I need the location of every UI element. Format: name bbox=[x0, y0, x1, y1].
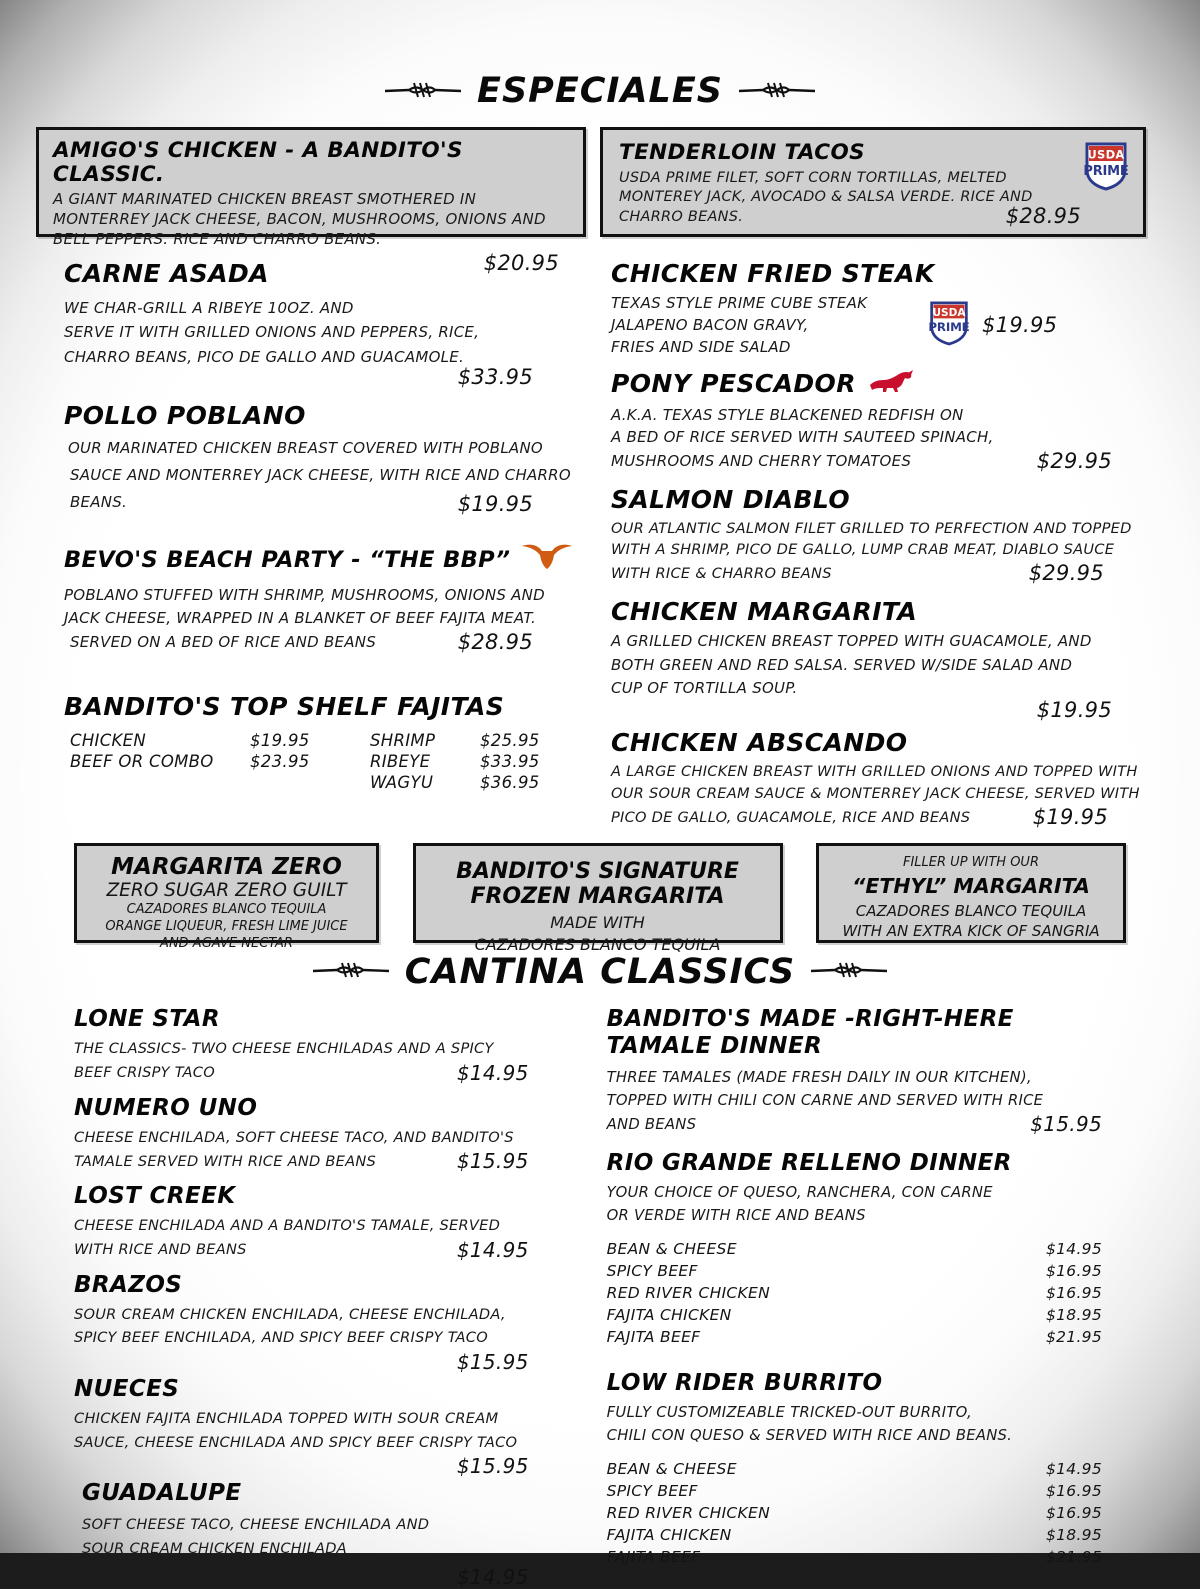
svg-text:USDA: USDA bbox=[932, 307, 966, 320]
item-description-line: FRIES AND SIDE SALAD bbox=[611, 338, 791, 357]
item-title: CHICKEN ABSCANDO bbox=[611, 728, 908, 758]
item-description-line: A GRILLED CHICKEN BREAST TOPPED WITH GUACAMOLE, AND bbox=[611, 632, 1092, 651]
item-description-line: WITH RICE AND BEANS bbox=[74, 1241, 247, 1259]
barbed-wire-icon-right bbox=[809, 961, 889, 983]
item-description-line: FULLY CUSTOMIZEABLE TRICKED-OUT BURRITO, bbox=[606, 1403, 972, 1421]
margarita-title: MARGARITA ZERO bbox=[111, 853, 342, 880]
item-title: BANDITO'S TOP SHELF FAJITAS bbox=[64, 692, 505, 722]
item-title: CHICKEN FRIED STEAK bbox=[611, 259, 935, 288]
option-row bbox=[607, 1524, 1102, 1546]
item-description-line: THREE TAMALES (MADE FRESH DAILY IN OUR KITCHEN), bbox=[606, 1069, 1032, 1087]
section-header-especiales bbox=[36, 71, 1164, 111]
option-row bbox=[607, 1546, 1102, 1568]
fajita-price: $25.95 bbox=[480, 731, 540, 751]
item-description-line: POBLANO STUFFED WITH SHRIMP, MUSHROOMS, ONIONS AND bbox=[64, 585, 545, 604]
especiales-right-column bbox=[611, 251, 1164, 829]
cantina-right-column bbox=[607, 1006, 1164, 1589]
option-row bbox=[607, 1502, 1102, 1524]
fajita-price bbox=[250, 772, 370, 793]
item-description-line: OR VERDE WITH RICE AND BEANS bbox=[606, 1206, 866, 1224]
menu-item-salmon-diablo[interactable] bbox=[611, 485, 1164, 586]
item-title: LOW RIDER BURRITO bbox=[606, 1369, 883, 1396]
option-name: BEAN & CHEESE bbox=[606, 1459, 737, 1478]
item-price: $19.95 bbox=[1036, 698, 1112, 723]
burrito-option-list bbox=[607, 1458, 1164, 1568]
margarita-box-row bbox=[36, 843, 1164, 955]
featured-description: USDA PRIME FILET, SOFT CORN TORTILLAS, MELTED MONTEREY JACK, AVOCADO & SALSA VERDE. RICE AND CHARRO BEANS. bbox=[619, 169, 1033, 225]
item-description-line: SERVE IT WITH GRILLED ONIONS AND PEPPERS, RICE, bbox=[64, 323, 480, 342]
menu-item-pollo-poblano[interactable] bbox=[64, 401, 581, 516]
fajita-price: $36.95 bbox=[480, 773, 540, 793]
fajita-name: WAGYU bbox=[370, 773, 434, 793]
section-title: CANTINA CLASSICS bbox=[404, 951, 796, 992]
item-description-line: CUP OF TORTILLA SOUP. bbox=[611, 678, 798, 697]
section-header-cantina-classics bbox=[36, 951, 1164, 992]
item-description-line: OUR ATLANTIC SALMON FILET GRILLED TO PERFECTION AND TOPPED bbox=[611, 519, 1132, 537]
option-price: $18.95 bbox=[1045, 1305, 1102, 1324]
item-description-line: CHICKEN FAJITA ENCHILADA TOPPED WITH SOUR CREAM bbox=[74, 1410, 499, 1428]
item-description-line: SPICY BEEF ENCHILADA, AND SPICY BEEF CRISPY TACO bbox=[74, 1329, 488, 1347]
item-description-line: SAUCE AND MONTERREY JACK CHEESE, WITH RICE AND CHARRO bbox=[70, 465, 571, 484]
menu-item-rio-grande-relleno[interactable] bbox=[607, 1150, 1164, 1348]
item-price: $15.95 bbox=[1030, 1112, 1102, 1137]
menu-item-chicken-abscando[interactable] bbox=[611, 728, 1164, 829]
menu-item-numero-uno[interactable] bbox=[74, 1095, 579, 1174]
item-price: $19.95 bbox=[457, 491, 533, 516]
option-name: SPICY BEEF bbox=[606, 1481, 698, 1500]
usda-prime-badge-icon bbox=[928, 299, 970, 351]
item-price: $15.95 bbox=[456, 1149, 529, 1174]
margarita-pretitle: FILLER UP WITH OUR bbox=[903, 854, 1039, 870]
item-description-line: CHARRO BEANS, PICO DE GALLO AND GUACAMOLE. bbox=[64, 347, 465, 366]
option-price: $21.95 bbox=[1045, 1547, 1102, 1566]
item-description-line: WITH A SHRIMP, PICO DE GALLO, LUMP CRAB MEAT, DIABLO SAUCE bbox=[611, 541, 1115, 559]
margarita-detail-line: ORANGE LIQUEUR, FRESH LIME JUICE bbox=[105, 919, 348, 935]
item-description-line: A BED OF RICE SERVED WITH SAUTEED SPINACH, bbox=[611, 428, 994, 447]
option-price: $18.95 bbox=[1045, 1525, 1102, 1544]
option-row bbox=[607, 1282, 1102, 1304]
option-name: SPICY BEEF bbox=[606, 1261, 698, 1280]
item-title: NUMERO UNO bbox=[74, 1094, 258, 1121]
option-price: $21.95 bbox=[1045, 1327, 1102, 1346]
item-price: $14.95 bbox=[456, 1564, 529, 1589]
fajita-price: $33.95 bbox=[480, 752, 540, 772]
menu-item-tamale-dinner[interactable] bbox=[607, 1006, 1164, 1136]
item-description-line: THE CLASSICS- TWO CHEESE ENCHILADAS AND A SPICY bbox=[74, 1039, 494, 1057]
featured-description: A GIANT MARINATED CHICKEN BREAST SMOTHERED IN MONTERREY JACK CHEESE, BACON, MUSHROOMS, ONIONS AND BELL PEPPERS. RICE AND CHARRO BEANS. bbox=[53, 190, 546, 249]
item-title: PONY PESCADOR bbox=[611, 369, 856, 399]
fajita-price: $19.95 bbox=[250, 731, 310, 751]
margarita-detail-line: CAZADORES BLANCO TEQUILA bbox=[474, 935, 721, 955]
option-price: $14.95 bbox=[1045, 1459, 1102, 1478]
option-row bbox=[607, 1238, 1102, 1260]
item-description-line: CHEESE ENCHILADA, SOFT CHEESE TACO, AND BANDITO'S bbox=[74, 1128, 514, 1146]
item-price: $15.95 bbox=[456, 1454, 529, 1479]
margarita-title: “ETHYL” MARGARITA bbox=[852, 874, 1090, 899]
item-title: CHICKEN MARGARITA bbox=[611, 597, 918, 627]
featured-title: AMIGO'S CHICKEN - A BANDITO'S CLASSIC. bbox=[53, 138, 463, 187]
item-title-row bbox=[611, 369, 1164, 399]
featured-card-tenderloin-tacos[interactable] bbox=[600, 127, 1146, 237]
menu-item-lone-star[interactable] bbox=[74, 1006, 579, 1085]
item-price: $29.95 bbox=[1036, 448, 1112, 473]
option-name: FAJITA CHICKEN bbox=[606, 1525, 732, 1544]
option-price: $16.95 bbox=[1045, 1283, 1102, 1302]
option-price: $16.95 bbox=[1045, 1481, 1102, 1500]
option-name: RED RIVER CHICKEN bbox=[606, 1503, 771, 1522]
item-description-line: A LARGE CHICKEN BREAST WITH GRILLED ONIONS AND TOPPED WITH bbox=[611, 763, 1138, 781]
item-description-line: BEEF CRISPY TACO bbox=[74, 1063, 215, 1081]
option-row bbox=[607, 1458, 1102, 1480]
margarita-detail-line: WITH AN EXTRA KICK OF SANGRIA bbox=[842, 921, 1100, 940]
fajita-name: BEEF OR COMBO bbox=[70, 752, 214, 772]
item-title: BEVO'S BEACH PARTY - “THE BBP” bbox=[64, 546, 511, 573]
option-price: $14.95 bbox=[1045, 1239, 1102, 1258]
item-description-line: SOUR CREAM CHICKEN ENCHILADA, CHEESE ENCHILADA, bbox=[74, 1305, 506, 1323]
menu-item-nueces[interactable] bbox=[74, 1376, 579, 1478]
featured-price: $28.95 bbox=[1005, 204, 1081, 228]
fajita-name: SHRIMP bbox=[370, 731, 436, 751]
mustang-icon bbox=[866, 369, 914, 399]
item-description-line: AND BEANS bbox=[606, 1115, 697, 1133]
item-description-line: PICO DE GALLO, GUACAMOLE, RICE AND BEANS bbox=[611, 808, 971, 826]
fajita-name: RIBEYE bbox=[370, 752, 431, 772]
item-title-line: BANDITO'S MADE -RIGHT-HERE bbox=[606, 1005, 1014, 1032]
item-price: $15.95 bbox=[456, 1350, 529, 1375]
item-description-line: MUSHROOMS AND CHERRY TOMATOES bbox=[611, 452, 912, 471]
item-title: SALMON DIABLO bbox=[611, 484, 850, 514]
item-description-line: BOTH GREEN AND RED SALSA. SERVED W/SIDE SALAD AND bbox=[611, 655, 1073, 674]
barbed-wire-icon-right bbox=[737, 81, 817, 103]
margarita-card-signature-frozen[interactable] bbox=[413, 843, 783, 955]
item-title: GUADALUPE bbox=[82, 1480, 242, 1507]
item-price: $14.95 bbox=[456, 1060, 529, 1085]
menu-item-chicken-margarita[interactable] bbox=[611, 597, 1164, 722]
cantina-left-column bbox=[36, 1006, 579, 1589]
item-description-line: OUR SOUR CREAM SAUCE & MONTERREY JACK CHEESE, SERVED WITH bbox=[611, 784, 1140, 802]
section-title: ESPECIALES bbox=[477, 71, 723, 111]
fajita-name bbox=[70, 772, 250, 793]
option-name: RED RIVER CHICKEN bbox=[606, 1283, 771, 1302]
menu-item-bevos-beach-party[interactable] bbox=[64, 542, 581, 655]
item-title-line: TAMALE DINNER bbox=[606, 1033, 823, 1060]
item-description-line: BEANS. bbox=[70, 492, 128, 511]
item-description-line: TAMALE SERVED WITH RICE AND BEANS bbox=[74, 1152, 377, 1170]
item-description-line: JACK CHEESE, WRAPPED IN A BLANKET OF BEEF FAJITA MEAT. bbox=[64, 609, 536, 628]
option-row bbox=[607, 1260, 1102, 1282]
item-price: $29.95 bbox=[1028, 561, 1104, 586]
margarita-detail-line: CAZADORES BLANCO TEQUILA bbox=[855, 902, 1087, 921]
fajita-price-table bbox=[64, 730, 581, 793]
item-description-line: WITH RICE & CHARRO BEANS bbox=[611, 565, 832, 583]
item-title: LOST CREEK bbox=[74, 1183, 236, 1210]
especiales-left-column bbox=[36, 251, 581, 829]
featured-price: $20.95 bbox=[483, 251, 559, 276]
item-title: NUECES bbox=[74, 1376, 180, 1403]
item-title: LONE STAR bbox=[74, 1005, 220, 1032]
margarita-title-line: FROZEN MARGARITA bbox=[470, 884, 725, 910]
item-price: $19.95 bbox=[1032, 804, 1108, 829]
item-price: $19.95 bbox=[982, 313, 1058, 338]
menu-item-pony-pescador[interactable] bbox=[611, 369, 1164, 473]
option-price: $16.95 bbox=[1045, 1503, 1102, 1522]
item-title: RIO GRANDE RELLENO DINNER bbox=[606, 1150, 1012, 1177]
option-row bbox=[607, 1304, 1102, 1326]
item-description-line: SERVED ON A BED OF RICE AND BEANS bbox=[70, 633, 376, 652]
item-description-line: YOUR CHOICE OF QUESO, RANCHERA, CON CARNE bbox=[606, 1184, 993, 1202]
item-description-line: CHEESE ENCHILADA AND A BANDITO'S TAMALE, SERVED bbox=[74, 1217, 501, 1235]
item-description-line: JALAPENO BACON GRAVY, bbox=[611, 316, 809, 335]
option-name: BEAN & CHEESE bbox=[606, 1239, 737, 1258]
longhorn-icon bbox=[520, 542, 574, 578]
svg-text:PRIME: PRIME bbox=[1083, 164, 1129, 179]
item-price: $33.95 bbox=[457, 364, 533, 389]
margarita-detail-line: AND AGAVE NECTAR bbox=[160, 935, 293, 951]
item-description-line: SOUR CREAM CHICKEN ENCHILADA bbox=[82, 1540, 347, 1557]
margarita-card-zero[interactable] bbox=[74, 843, 379, 951]
item-description-line: SOFT CHEESE TACO, CHEESE ENCHILADA AND bbox=[82, 1516, 430, 1534]
option-name: FAJITA CHICKEN bbox=[606, 1305, 732, 1324]
item-description-line: WE CHAR-GRILL A RIBEYE 10OZ. AND bbox=[64, 299, 354, 317]
menu-item-brazos[interactable] bbox=[74, 1272, 579, 1374]
option-name: FAJITA BEEF bbox=[606, 1547, 701, 1566]
margarita-subtitle: ZERO SUGAR ZERO GUILT bbox=[106, 880, 347, 902]
option-row bbox=[607, 1326, 1102, 1348]
menu-item-lost-creek[interactable] bbox=[74, 1183, 579, 1262]
item-title: CARNE ASADA bbox=[64, 259, 269, 288]
menu-item-chicken-fried-steak[interactable] bbox=[611, 259, 1164, 359]
item-description-line: TEXAS STYLE PRIME CUBE STEAK bbox=[611, 294, 868, 312]
svg-text:PRIME: PRIME bbox=[928, 320, 970, 335]
item-title: BRAZOS bbox=[74, 1271, 183, 1298]
item-description-line: TOPPED WITH CHILI CON CARNE AND SERVED WITH RICE bbox=[606, 1091, 1044, 1109]
margarita-title-line: BANDITO'S SIGNATURE bbox=[456, 858, 739, 884]
barbed-wire-icon-left bbox=[383, 81, 463, 103]
item-price: $14.95 bbox=[456, 1237, 529, 1262]
margarita-detail-line: CAZADORES BLANCO TEQUILA bbox=[126, 902, 327, 918]
option-price: $16.95 bbox=[1045, 1261, 1102, 1280]
option-row bbox=[607, 1480, 1102, 1502]
usda-prime-badge-icon bbox=[1083, 140, 1129, 196]
item-description-line: OUR MARINATED CHICKEN BREAST COVERED WITH POBLANO bbox=[68, 438, 543, 457]
margarita-card-ethyl[interactable] bbox=[816, 843, 1126, 943]
item-description-line: A.K.A. TEXAS STYLE BLACKENED REDFISH ON bbox=[611, 405, 964, 424]
svg-text:USDA: USDA bbox=[1087, 147, 1125, 162]
item-title: POLLO POBLANO bbox=[64, 400, 306, 430]
option-name: FAJITA BEEF bbox=[606, 1327, 701, 1346]
fajita-price: $23.95 bbox=[250, 752, 310, 772]
featured-title: TENDERLOIN TACOS bbox=[619, 140, 866, 165]
menu-item-top-shelf-fajitas[interactable] bbox=[64, 692, 581, 793]
barbed-wire-icon-left bbox=[311, 961, 391, 983]
item-title-row bbox=[64, 542, 581, 578]
margarita-detail-line: MADE WITH bbox=[550, 912, 645, 932]
item-description-line: CHILI CON QUESO & SERVED WITH RICE AND BEANS. bbox=[606, 1426, 1013, 1444]
relleno-option-list bbox=[607, 1238, 1164, 1348]
menu-item-carne-asada[interactable] bbox=[64, 259, 581, 389]
item-description-line: SAUCE, CHEESE ENCHILADA AND SPICY BEEF CRISPY TACO bbox=[74, 1433, 518, 1451]
item-price: $28.95 bbox=[457, 630, 533, 655]
menu-item-low-rider-burrito[interactable] bbox=[607, 1370, 1164, 1568]
fajita-name: CHICKEN bbox=[70, 731, 147, 751]
menu-item-guadalupe[interactable] bbox=[74, 1480, 579, 1588]
